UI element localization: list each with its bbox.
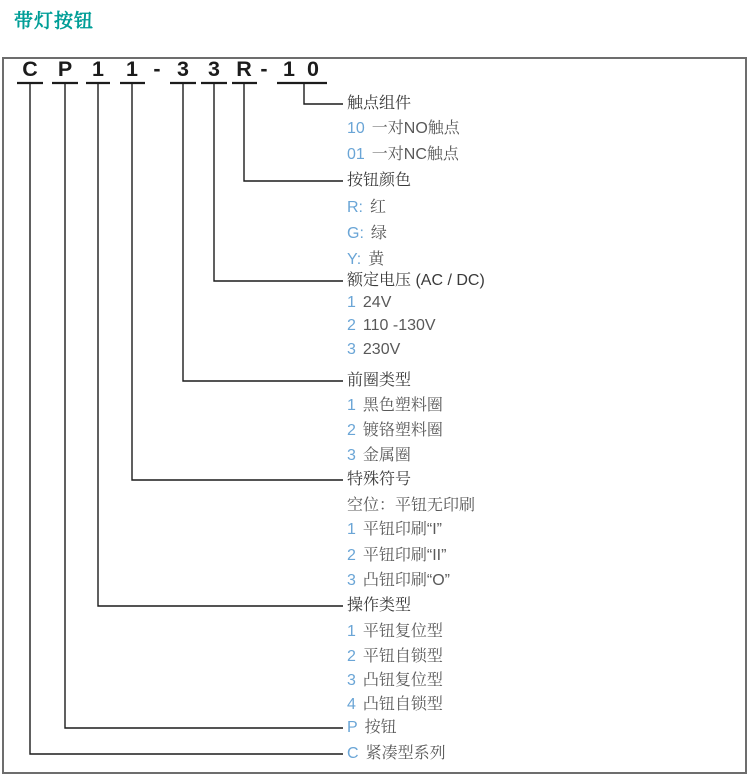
option-code: 2 — [347, 648, 356, 665]
section-title-bezel-type: 前圈类型 — [347, 372, 412, 389]
option-text: 镀铬塑料圈 — [362, 422, 443, 439]
option-code: 01 — [347, 146, 365, 163]
option-code: 1 — [347, 623, 356, 640]
code-char-1a: 1 — [92, 57, 104, 81]
section-title-special-symbol: 特殊符号 — [347, 471, 412, 488]
option-code: 1 — [347, 397, 356, 414]
series-text: 按钮 — [364, 719, 397, 736]
option-row — [347, 396, 443, 416]
option-row — [347, 695, 443, 715]
option-code: 1 — [347, 521, 356, 538]
option-row — [347, 340, 400, 360]
series-row-p-button — [347, 718, 397, 738]
option-code: R: — [347, 199, 363, 216]
option-text: 平钮复位型 — [362, 623, 443, 640]
option-code: 2 — [347, 422, 356, 439]
option-row — [347, 119, 460, 139]
option-text: 110 -130V — [362, 317, 436, 334]
option-text: 金属圈 — [362, 447, 411, 464]
option-row — [347, 671, 443, 691]
section-title-contact-assembly: 触点组件 — [347, 95, 412, 112]
option-code: 3 — [347, 572, 356, 589]
series-row-c-series — [347, 744, 446, 764]
series-code: P — [347, 719, 358, 736]
section-title-rated-voltage: 额定电压 (AC / DC) — [347, 272, 485, 289]
option-row — [347, 421, 443, 441]
option-text: 一对NO触点 — [371, 120, 460, 137]
code-char-p: P — [57, 57, 73, 81]
option-text: 红 — [370, 199, 387, 216]
section-title-operation-type: 操作类型 — [347, 597, 412, 614]
code-char-dash1: - — [153, 57, 161, 81]
option-text: 平钮印刷“I” — [362, 521, 443, 538]
option-code: 1 — [347, 294, 356, 311]
option-code: 2 — [347, 317, 356, 334]
option-row — [347, 520, 442, 540]
option-text: 黑色塑料圈 — [362, 397, 443, 414]
option-row — [347, 446, 411, 466]
option-code: 3 — [347, 447, 356, 464]
code-char-1c: 1 — [283, 57, 295, 81]
option-code: 3 — [347, 341, 356, 358]
option-row — [347, 647, 443, 667]
option-row — [347, 250, 384, 270]
option-row — [347, 198, 386, 218]
option-text: 空位：平钮无印刷 — [347, 497, 476, 514]
option-row — [347, 316, 436, 336]
code-char-c: C — [22, 57, 38, 81]
option-text: 黄 — [368, 251, 385, 268]
option-code: G: — [347, 225, 364, 242]
option-text: 230V — [362, 341, 401, 358]
option-text: 绿 — [370, 225, 387, 242]
code-char-3a: 3 — [177, 57, 189, 81]
option-code: Y: — [347, 251, 362, 268]
option-code: 10 — [347, 120, 365, 137]
option-row — [347, 496, 475, 516]
series-text: 紧凑型系列 — [365, 745, 446, 762]
option-code: 4 — [347, 696, 356, 713]
option-code: 2 — [347, 547, 356, 564]
option-text: 平钮自锁型 — [362, 648, 443, 665]
series-code: C — [347, 745, 359, 762]
code-char-1b: 1 — [126, 57, 138, 81]
option-text: 凸钮自锁型 — [362, 696, 443, 713]
option-row — [347, 571, 450, 591]
option-code: 3 — [347, 672, 356, 689]
code-char-r: R — [236, 57, 252, 81]
code-char-0: 0 — [307, 57, 319, 81]
page-title: 带灯按钮 — [14, 11, 95, 32]
option-row — [347, 224, 387, 244]
option-text: 平钮印刷“II” — [362, 547, 447, 564]
option-text: 凸钮复位型 — [362, 672, 443, 689]
option-text: 凸钮印刷“O” — [362, 572, 451, 589]
code-char-3b: 3 — [208, 57, 220, 81]
section-title-button-color: 按钮颜色 — [347, 172, 412, 189]
option-text: 一对NC触点 — [371, 146, 459, 163]
option-row — [347, 622, 443, 642]
option-text: 24V — [362, 294, 392, 311]
option-row — [347, 293, 391, 313]
code-char-dash2: - — [260, 57, 268, 81]
option-row — [347, 145, 459, 165]
option-row — [347, 546, 446, 566]
